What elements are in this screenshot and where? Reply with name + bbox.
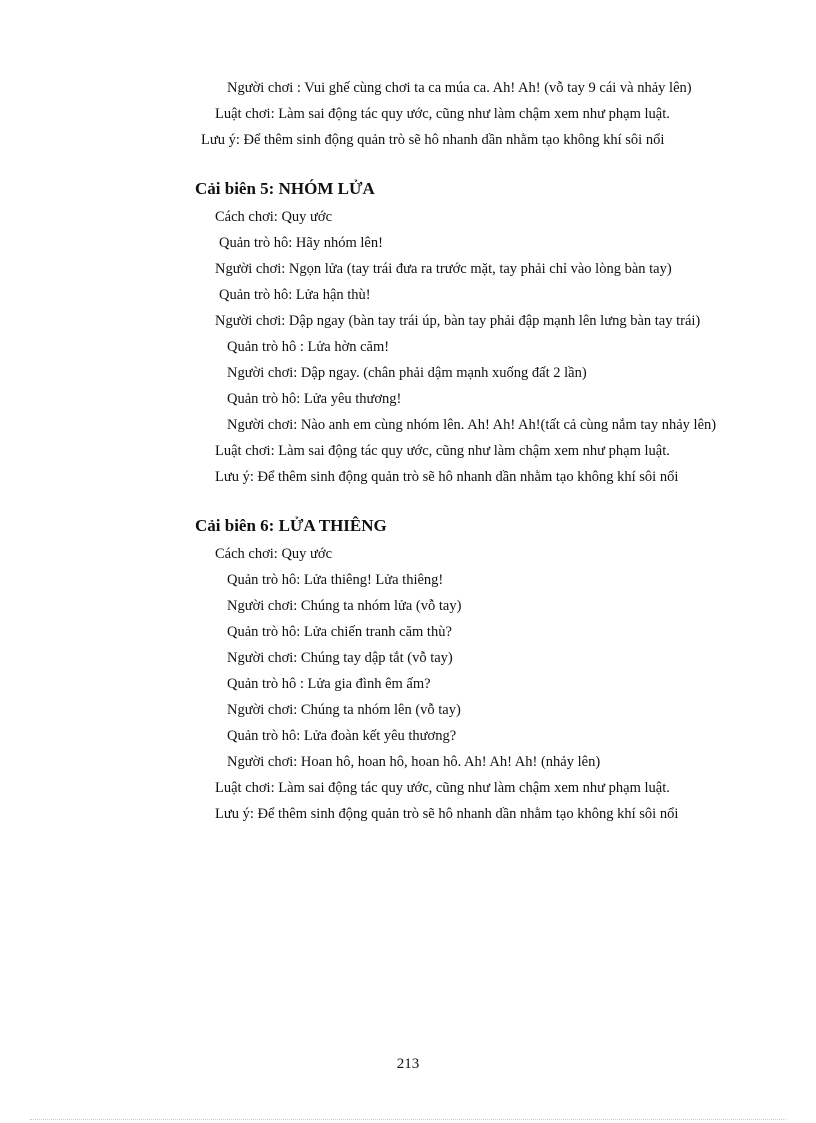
text-line: Người chơi: Dập ngay. (chân phải dậm mạnh xuống đất 2 lần) [227,365,587,381]
text-line: Luật chơi: Làm sai động tác quy ước, cũng như làm chậm xem như phạm luật. [215,106,670,122]
text-line: Quản trò hô: Lửa yêu thương! [227,391,402,407]
text-line: Quản trò hô: Lửa đoàn kết yêu thương? [227,728,457,744]
text-line: Người chơi: Hoan hô, hoan hô, hoan hô. Ah! Ah! Ah! (nhảy lên) [227,754,601,770]
text-line: Cách chơi: Quy ước [215,209,333,225]
text-line: Quản trò hô: Lửa hận thù! [219,287,371,303]
text-line: Lưu ý: Để thêm sinh động quản trò sẽ hô nhanh dần nhằm tạo không khí sôi nổi [201,132,665,148]
page-number: 213 [396,1056,420,1072]
intro-block [195,78,750,151]
text-line: Quản trò hô: Lửa thiêng! Lửa thiêng! [227,572,444,588]
text-line: Người chơi: Nào anh em cùng nhóm lên. Ah! Ah! Ah!(tất cả cùng nắm tay nhảy lên) [227,417,717,433]
section-5-heading [195,177,750,201]
text-line: Luật chơi: Làm sai động tác quy ước, cũng như làm chậm xem như phạm luật. [215,443,670,459]
text-line: Người chơi : Vui ghế cùng chơi ta ca múa ca. Ah! Ah! (vỗ tay 9 cái và nhảy lên) [227,80,692,96]
text-line: Cách chơi: Quy ước [215,546,333,562]
text-line: Người chơi: Ngọn lửa (tay trái đưa ra trước mặt, tay phải chỉ vào lòng bàn tay) [215,261,672,277]
text-line: Quản trò hô : Lửa hờn căm! [227,339,390,355]
text-line: Người chơi: Chúng ta nhóm lên (vỗ tay) [227,702,461,718]
section-6-title: LỬA THIÊNG [278,516,387,535]
section-6-body [195,544,750,825]
section-6-heading [195,514,750,538]
text-line: Quản trò hô : Lửa gia đình êm ấm? [227,676,431,692]
section-5-body [195,207,750,488]
text-line: Người chơi: Chúng ta nhóm lửa (vỗ tay) [227,598,462,614]
text-line: Người chơi: Chúng tay dập tắt (vỗ tay) [227,650,453,666]
text-line: Lưu ý: Để thêm sinh động quản trò sẽ hô nhanh dần nhằm tạo không khí sôi nổi [215,469,679,485]
text-line: Quản trò hô: Hãy nhóm lên! [219,235,383,251]
text-line: Quản trò hô: Lửa chiến tranh căm thù? [227,624,452,640]
section-6-prefix: Cải biên 6: [195,516,279,535]
footer-divider [30,1119,786,1120]
text-line: Người chơi: Dập ngay (bàn tay trái úp, bàn tay phải đập mạnh lên lưng bàn tay trái) [215,313,701,329]
text-line: Lưu ý: Để thêm sinh động quản trò sẽ hô nhanh dần nhằm tạo không khí sôi nổi [215,806,679,822]
section-5-prefix: Cải biên 5: [195,179,279,198]
section-5-title: NHÓM LỬA [278,179,375,198]
text-line: Luật chơi: Làm sai động tác quy ước, cũng như làm chậm xem như phạm luật. [215,780,670,796]
page-content [195,78,750,830]
